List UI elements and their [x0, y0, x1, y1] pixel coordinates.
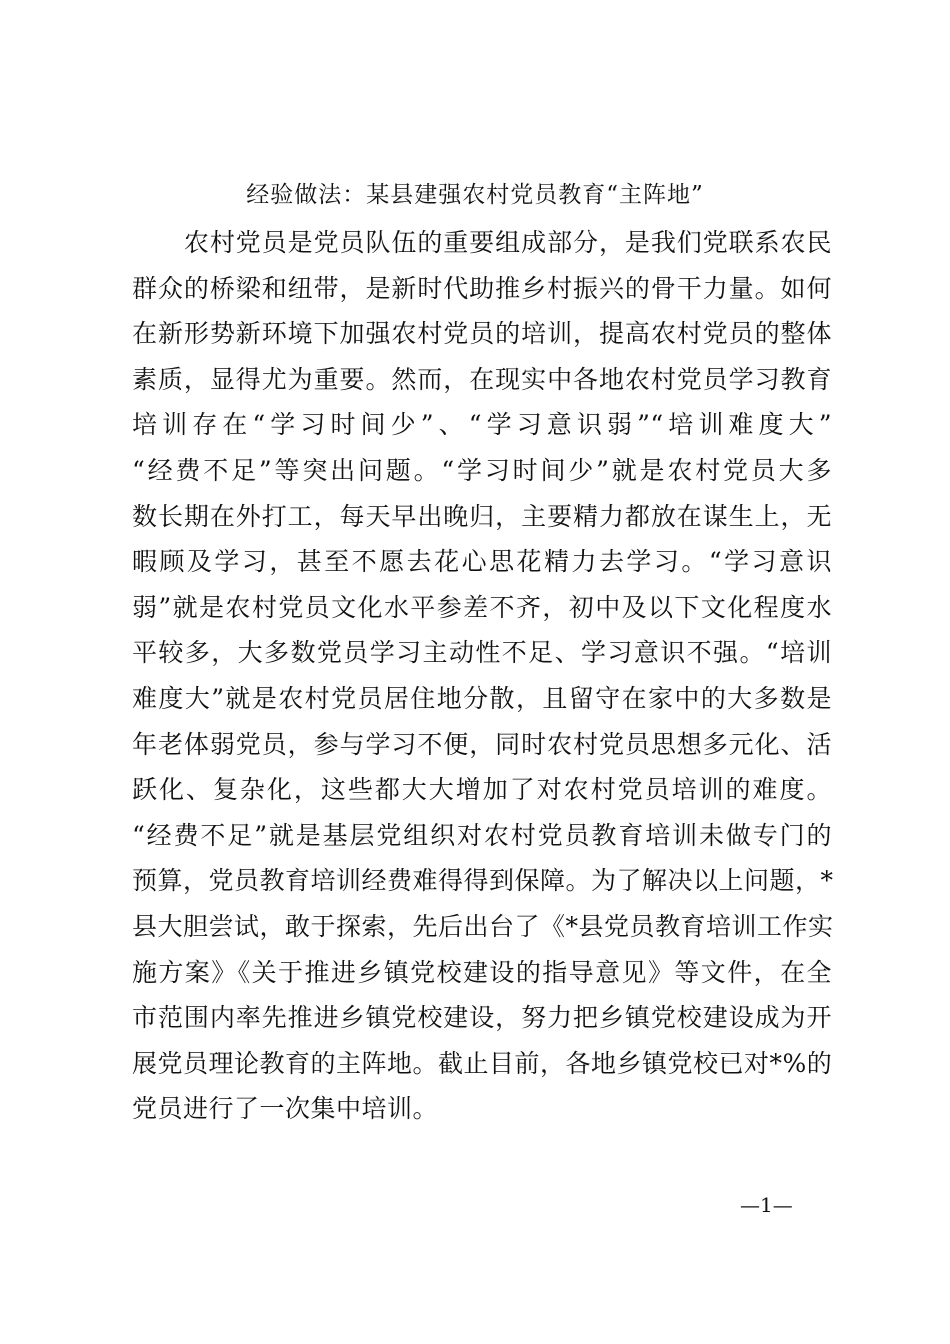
- paragraph-line: 跃化、复杂化，这些都大大增加了对农村党员培训的难度。: [132, 775, 832, 805]
- paragraph-line: 弱”就是农村党员文化水平参差不齐，初中及以下文化程度水: [132, 592, 832, 622]
- paragraph-line: 平较多，大多数党员学习主动性不足、学习意识不强。“培训: [132, 638, 832, 668]
- paragraph-line: “经费不足”就是基层党组织对农村党员教育培训未做专门的: [132, 820, 832, 850]
- document-title: 经验做法：某县建强农村党员教育“主阵地”: [246, 182, 704, 208]
- paragraph-line: 数长期在外打工，每天早出晚归，主要精力都放在谋生上，无: [132, 501, 832, 531]
- paragraph-line: 在新形势新环境下加强农村党员的培训，提高农村党员的整体: [132, 319, 832, 349]
- paragraph-line: “经费不足”等突出问题。“学习时间少”就是农村党员大多: [132, 455, 832, 485]
- paragraph-line: 施方案》《关于推进乡镇党校建设的指导意见》等文件，在全: [132, 957, 832, 987]
- paragraph-line: 党员进行了一次集中培训。: [132, 1094, 439, 1124]
- paragraph-line: 市范围内率先推进乡镇党校建设，努力把乡镇党校建设成为开: [132, 1003, 832, 1033]
- paragraph-line: 预算，党员教育培训经费难得得到保障。为了解决以上问题，*: [132, 866, 834, 896]
- paragraph-line: 年老体弱党员，参与学习不便，同时农村党员思想多元化、活: [132, 729, 832, 759]
- page-number: —1—: [740, 1193, 793, 1217]
- paragraph-line: 农村党员是党员队伍的重要组成部分，是我们党联系农民: [132, 228, 832, 257]
- paragraph-line: 展党员理论教育的主阵地。截止目前，各地乡镇党校已对*%的: [132, 1048, 833, 1078]
- paragraph-line: 培训存在“学习时间少”、“学习意识弱”“培训难度大”: [132, 410, 832, 440]
- body-paragraph: [132, 220, 832, 1132]
- paragraph-line: 县大胆尝试，敢于探索，先后出台了《*县党员教育培训工作实: [132, 911, 834, 941]
- paragraph-line: 群众的桥梁和纽带，是新时代助推乡村振兴的骨干力量。如何: [132, 273, 832, 303]
- paragraph-line: 素质，显得尤为重要。然而，在现实中各地农村党员学习教育: [132, 364, 832, 394]
- paragraph-line: 难度大”就是农村党员居住地分散，且留守在家中的大多数是: [132, 683, 832, 713]
- paragraph-line: 暇顾及学习，甚至不愿去花心思花精力去学习。“学习意识: [132, 547, 832, 577]
